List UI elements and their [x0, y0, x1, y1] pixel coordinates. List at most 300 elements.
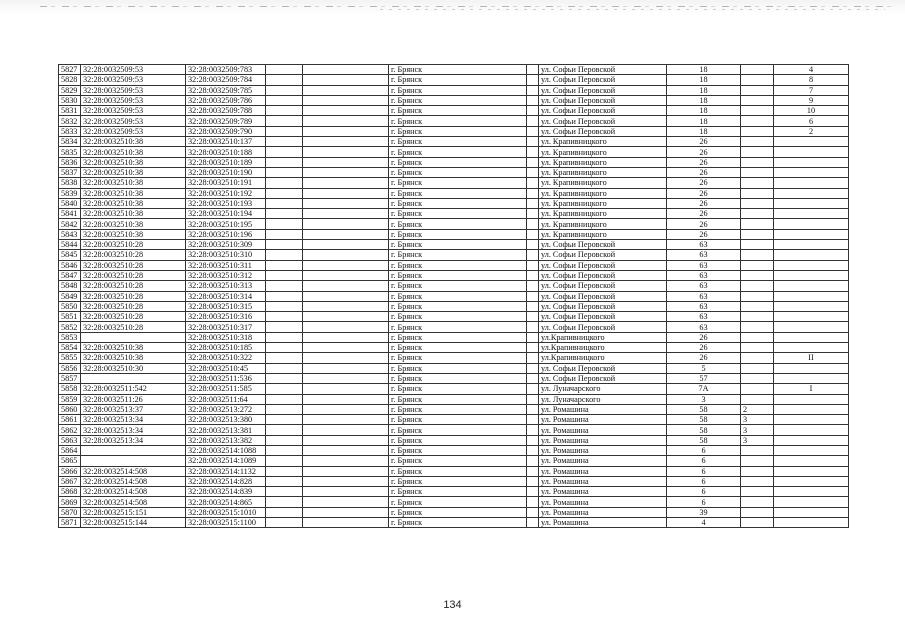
row-number-cell: 5867: [59, 476, 81, 486]
table-row: [59, 147, 849, 157]
extra-number-cell: [774, 198, 849, 208]
empty-cell: [266, 270, 303, 280]
cadastral-number-cell: 32:28:0032509:784: [186, 75, 266, 85]
cadastral-number-cell: 32:28:0032515:1100: [186, 518, 266, 528]
city-cell: г. Брянск: [389, 240, 527, 250]
empty-cell: [303, 404, 389, 414]
city-cell: г. Брянск: [389, 404, 527, 414]
extra-number-cell: [774, 250, 849, 260]
extra-number-cell: [774, 404, 849, 414]
row-number-cell: 5847: [59, 270, 81, 280]
flat-number-cell: [741, 466, 774, 476]
empty-cell: [266, 229, 303, 239]
flat-number-cell: [741, 75, 774, 85]
city-cell: г. Брянск: [389, 85, 527, 95]
row-number-cell: 5855: [59, 353, 81, 363]
extra-number-cell: [774, 147, 849, 157]
row-number-cell: 5870: [59, 507, 81, 517]
empty-cell: [303, 301, 389, 311]
row-number-cell: 5849: [59, 291, 81, 301]
street-cell: ул. Софьи Перовской: [539, 126, 667, 136]
extra-number-cell: [774, 260, 849, 270]
street-cell: ул. Софьи Перовской: [539, 95, 667, 105]
empty-cell: [527, 250, 539, 260]
row-number-cell: 5857: [59, 373, 81, 383]
parent-cadastral-cell: 32:28:0032514:508: [81, 476, 186, 486]
city-cell: г. Брянск: [389, 487, 527, 497]
street-cell: ул. Крапивницкого: [539, 188, 667, 198]
house-number-cell: 57: [667, 373, 741, 383]
empty-cell: [527, 466, 539, 476]
extra-number-cell: [774, 415, 849, 425]
cadastral-number-cell: 32:28:0032514:828: [186, 476, 266, 486]
parent-cadastral-cell: 32:28:0032510:38: [81, 229, 186, 239]
empty-cell: [527, 415, 539, 425]
flat-number-cell: [741, 95, 774, 105]
cadastral-number-cell: 32:28:0032509:790: [186, 126, 266, 136]
empty-cell: [527, 322, 539, 332]
flat-number-cell: [741, 456, 774, 466]
house-number-cell: 63: [667, 250, 741, 260]
extra-number-cell: [774, 291, 849, 301]
street-cell: ул. Ромашина: [539, 507, 667, 517]
empty-cell: [303, 373, 389, 383]
extra-number-cell: [774, 487, 849, 497]
empty-cell: [303, 188, 389, 198]
table-row: [59, 415, 849, 425]
city-cell: г. Брянск: [389, 394, 527, 404]
empty-cell: [266, 167, 303, 177]
flat-number-cell: [741, 126, 774, 136]
flat-number-cell: [741, 178, 774, 188]
empty-cell: [303, 167, 389, 177]
street-cell: ул. Софьи Перовской: [539, 373, 667, 383]
extra-number-cell: [774, 137, 849, 147]
empty-cell: [527, 435, 539, 445]
empty-cell: [303, 384, 389, 394]
flat-number-cell: 3: [741, 415, 774, 425]
empty-cell: [266, 65, 303, 75]
street-cell: ул. Луначарского: [539, 384, 667, 394]
row-number-cell: 5848: [59, 281, 81, 291]
empty-cell: [303, 322, 389, 332]
parent-cadastral-cell: 32:28:0032510:28: [81, 250, 186, 260]
parent-cadastral-cell: 32:28:0032510:28: [81, 240, 186, 250]
parent-cadastral-cell: 32:28:0032509:53: [81, 116, 186, 126]
flat-number-cell: [741, 518, 774, 528]
parent-cadastral-cell: 32:28:0032514:508: [81, 487, 186, 497]
house-number-cell: 18: [667, 116, 741, 126]
street-cell: ул. Ромашина: [539, 518, 667, 528]
table-row: [59, 507, 849, 517]
table-row: [59, 291, 849, 301]
flat-number-cell: [741, 137, 774, 147]
parent-cadastral-cell: 32:28:0032509:53: [81, 106, 186, 116]
cadastral-number-cell: 32:28:0032513:272: [186, 404, 266, 414]
extra-number-cell: 9: [774, 95, 849, 105]
cadastral-number-cell: 32:28:0032510:192: [186, 188, 266, 198]
parent-cadastral-cell: 32:28:0032510:28: [81, 270, 186, 280]
street-cell: ул. Софьи Перовской: [539, 250, 667, 260]
table-row: [59, 240, 849, 250]
table-row: [59, 466, 849, 476]
parent-cadastral-cell: 32:28:0032510:30: [81, 363, 186, 373]
cadastral-number-cell: 32:28:0032509:785: [186, 85, 266, 95]
table-row: [59, 106, 849, 116]
street-cell: ул. Ромашина: [539, 415, 667, 425]
house-number-cell: 63: [667, 270, 741, 280]
empty-cell: [266, 291, 303, 301]
extra-number-cell: [774, 394, 849, 404]
cadastral-number-cell: 32:28:0032509:789: [186, 116, 266, 126]
empty-cell: [266, 353, 303, 363]
city-cell: г. Брянск: [389, 126, 527, 136]
empty-cell: [527, 198, 539, 208]
empty-cell: [527, 394, 539, 404]
cadastral-number-cell: 32:28:0032510:322: [186, 353, 266, 363]
empty-cell: [527, 209, 539, 219]
parent-cadastral-cell: 32:28:0032513:37: [81, 404, 186, 414]
street-cell: ул. Крапивницкого: [539, 147, 667, 157]
street-cell: ул. Софьи Перовской: [539, 106, 667, 116]
row-number-cell: 5859: [59, 394, 81, 404]
table-row: [59, 270, 849, 280]
extra-number-cell: 4: [774, 65, 849, 75]
empty-cell: [303, 95, 389, 105]
row-number-cell: 5845: [59, 250, 81, 260]
parent-cadastral-cell: 32:28:0032510:38: [81, 157, 186, 167]
parent-cadastral-cell: [81, 332, 186, 342]
row-number-cell: 5830: [59, 95, 81, 105]
city-cell: г. Брянск: [389, 353, 527, 363]
empty-cell: [527, 363, 539, 373]
cadastral-number-cell: 32:28:0032514:865: [186, 497, 266, 507]
table-row: [59, 497, 849, 507]
parent-cadastral-cell: 32:28:0032510:38: [81, 219, 186, 229]
city-cell: г. Брянск: [389, 219, 527, 229]
empty-cell: [303, 116, 389, 126]
row-number-cell: 5832: [59, 116, 81, 126]
row-number-cell: 5829: [59, 85, 81, 95]
empty-cell: [266, 322, 303, 332]
table-row: [59, 487, 849, 497]
street-cell: ул. Крапивницкого: [539, 198, 667, 208]
table-row: [59, 343, 849, 353]
empty-cell: [527, 487, 539, 497]
parent-cadastral-cell: 32:28:0032510:28: [81, 291, 186, 301]
city-cell: г. Брянск: [389, 157, 527, 167]
empty-cell: [527, 497, 539, 507]
city-cell: г. Брянск: [389, 466, 527, 476]
empty-cell: [266, 518, 303, 528]
row-number-cell: 5863: [59, 435, 81, 445]
empty-cell: [266, 312, 303, 322]
empty-cell: [303, 291, 389, 301]
table-row: [59, 332, 849, 342]
empty-cell: [303, 75, 389, 85]
cadastral-number-cell: 32:28:0032513:380: [186, 415, 266, 425]
table-row: [59, 95, 849, 105]
house-number-cell: 26: [667, 147, 741, 157]
house-number-cell: 63: [667, 322, 741, 332]
flat-number-cell: 3: [741, 425, 774, 435]
table-row: [59, 394, 849, 404]
empty-cell: [303, 106, 389, 116]
flat-number-cell: [741, 322, 774, 332]
street-cell: ул. Софьи Перовской: [539, 65, 667, 75]
house-number-cell: 6: [667, 445, 741, 455]
cadastral-number-cell: 32:28:0032511:585: [186, 384, 266, 394]
page-number: 134: [443, 599, 462, 611]
empty-cell: [266, 75, 303, 85]
cadastral-number-cell: 32:28:0032510:311: [186, 260, 266, 270]
flat-number-cell: [741, 394, 774, 404]
house-number-cell: 26: [667, 188, 741, 198]
scan-noise-line: [40, 6, 895, 7]
table-row: [59, 384, 849, 394]
cadastral-number-cell: 32:28:0032513:382: [186, 435, 266, 445]
flat-number-cell: [741, 291, 774, 301]
table-row: [59, 476, 849, 486]
city-cell: г. Брянск: [389, 322, 527, 332]
row-number-cell: 5836: [59, 157, 81, 167]
row-number-cell: 5861: [59, 415, 81, 425]
row-number-cell: 5846: [59, 260, 81, 270]
street-cell: ул. Луначарского: [539, 394, 667, 404]
cadastral-number-cell: 32:28:0032510:188: [186, 147, 266, 157]
empty-cell: [266, 445, 303, 455]
table-row: [59, 363, 849, 373]
street-cell: ул. Ромашина: [539, 445, 667, 455]
empty-cell: [303, 332, 389, 342]
empty-cell: [303, 343, 389, 353]
street-cell: ул. Крапивницкого: [539, 209, 667, 219]
empty-cell: [303, 425, 389, 435]
row-number-cell: 5842: [59, 219, 81, 229]
extra-number-cell: [774, 476, 849, 486]
empty-cell: [303, 137, 389, 147]
empty-cell: [266, 343, 303, 353]
empty-cell: [266, 260, 303, 270]
empty-cell: [266, 219, 303, 229]
street-cell: ул. Ромашина: [539, 497, 667, 507]
empty-cell: [527, 445, 539, 455]
extra-number-cell: [774, 518, 849, 528]
cadastral-number-cell: 32:28:0032510:45: [186, 363, 266, 373]
empty-cell: [527, 75, 539, 85]
table-row: [59, 373, 849, 383]
extra-number-cell: 10: [774, 106, 849, 116]
empty-cell: [266, 425, 303, 435]
flat-number-cell: [741, 476, 774, 486]
house-number-cell: 26: [667, 332, 741, 342]
city-cell: г. Брянск: [389, 281, 527, 291]
flat-number-cell: [741, 373, 774, 383]
empty-cell: [303, 507, 389, 517]
extra-number-cell: [774, 219, 849, 229]
row-number-cell: 5853: [59, 332, 81, 342]
row-number-cell: 5854: [59, 343, 81, 353]
cadastral-number-cell: 32:28:0032509:788: [186, 106, 266, 116]
extra-number-cell: [774, 363, 849, 373]
cadastral-number-cell: 32:28:0032510:315: [186, 301, 266, 311]
empty-cell: [266, 487, 303, 497]
empty-cell: [303, 178, 389, 188]
city-cell: г. Брянск: [389, 415, 527, 425]
empty-cell: [266, 106, 303, 116]
empty-cell: [527, 312, 539, 322]
row-number-cell: 5835: [59, 147, 81, 157]
cadastral-number-cell: 32:28:0032509:783: [186, 65, 266, 75]
cadastral-number-cell: 32:28:0032511:536: [186, 373, 266, 383]
flat-number-cell: [741, 332, 774, 342]
flat-number-cell: [741, 281, 774, 291]
row-number-cell: 5871: [59, 518, 81, 528]
row-number-cell: 5851: [59, 312, 81, 322]
empty-cell: [303, 85, 389, 95]
table-row: [59, 425, 849, 435]
empty-cell: [303, 415, 389, 425]
house-number-cell: 26: [667, 353, 741, 363]
empty-cell: [527, 291, 539, 301]
flat-number-cell: [741, 147, 774, 157]
row-number-cell: 5840: [59, 198, 81, 208]
parent-cadastral-cell: 32:28:0032509:53: [81, 65, 186, 75]
house-number-cell: 18: [667, 106, 741, 116]
empty-cell: [266, 157, 303, 167]
empty-cell: [303, 240, 389, 250]
extra-number-cell: [774, 445, 849, 455]
empty-cell: [303, 281, 389, 291]
cadastral-number-cell: 32:28:0032514:1089: [186, 456, 266, 466]
table-row: [59, 445, 849, 455]
parent-cadastral-cell: 32:28:0032515:144: [81, 518, 186, 528]
street-cell: ул. Софьи Перовской: [539, 85, 667, 95]
empty-cell: [527, 301, 539, 311]
empty-cell: [527, 240, 539, 250]
empty-cell: [266, 137, 303, 147]
parent-cadastral-cell: 32:28:0032514:508: [81, 466, 186, 476]
house-number-cell: 63: [667, 312, 741, 322]
empty-cell: [266, 301, 303, 311]
cadastral-number-cell: 32:28:0032510:317: [186, 322, 266, 332]
house-number-cell: 58: [667, 404, 741, 414]
house-number-cell: 26: [667, 209, 741, 219]
cadastral-number-cell: 32:28:0032514:839: [186, 487, 266, 497]
flat-number-cell: [741, 487, 774, 497]
empty-cell: [527, 116, 539, 126]
parent-cadastral-cell: [81, 373, 186, 383]
empty-cell: [266, 435, 303, 445]
parent-cadastral-cell: 32:28:0032513:34: [81, 415, 186, 425]
table-row: [59, 178, 849, 188]
house-number-cell: 58: [667, 425, 741, 435]
cadastral-number-cell: 32:28:0032510:189: [186, 157, 266, 167]
cadastral-number-cell: 32:28:0032510:185: [186, 343, 266, 353]
extra-number-cell: [774, 178, 849, 188]
street-cell: ул. Ромашина: [539, 435, 667, 445]
city-cell: г. Брянск: [389, 178, 527, 188]
extra-number-cell: 6: [774, 116, 849, 126]
table-row: [59, 75, 849, 85]
row-number-cell: 5839: [59, 188, 81, 198]
extra-number-cell: [774, 435, 849, 445]
city-cell: г. Брянск: [389, 188, 527, 198]
row-number-cell: 5866: [59, 466, 81, 476]
row-number-cell: 5834: [59, 137, 81, 147]
empty-cell: [527, 106, 539, 116]
house-number-cell: 39: [667, 507, 741, 517]
street-cell: ул. Ромашина: [539, 456, 667, 466]
street-cell: ул. Крапивницкого: [539, 157, 667, 167]
parent-cadastral-cell: 32:28:0032510:38: [81, 167, 186, 177]
house-number-cell: 26: [667, 167, 741, 177]
street-cell: ул. Крапивницкого: [539, 229, 667, 239]
scan-top-edge: [0, 0, 905, 14]
house-number-cell: 18: [667, 126, 741, 136]
parent-cadastral-cell: 32:28:0032509:53: [81, 85, 186, 95]
empty-cell: [303, 229, 389, 239]
house-number-cell: 58: [667, 435, 741, 445]
empty-cell: [266, 456, 303, 466]
empty-cell: [266, 476, 303, 486]
row-number-cell: 5841: [59, 209, 81, 219]
house-number-cell: 26: [667, 219, 741, 229]
table-row: [59, 518, 849, 528]
city-cell: г. Брянск: [389, 343, 527, 353]
row-number-cell: 5833: [59, 126, 81, 136]
parent-cadastral-cell: 32:28:0032510:28: [81, 301, 186, 311]
cadastral-number-cell: 32:28:0032510:195: [186, 219, 266, 229]
row-number-cell: 5852: [59, 322, 81, 332]
empty-cell: [266, 188, 303, 198]
cadastral-number-cell: 32:28:0032510:314: [186, 291, 266, 301]
empty-cell: [303, 209, 389, 219]
city-cell: г. Брянск: [389, 312, 527, 322]
extra-number-cell: [774, 497, 849, 507]
row-number-cell: 5844: [59, 240, 81, 250]
city-cell: г. Брянск: [389, 116, 527, 126]
empty-cell: [266, 240, 303, 250]
empty-cell: [303, 435, 389, 445]
cadastral-number-cell: 32:28:0032510:313: [186, 281, 266, 291]
empty-cell: [266, 497, 303, 507]
extra-number-cell: [774, 425, 849, 435]
empty-cell: [303, 353, 389, 363]
cadastral-number-cell: 32:28:0032513:381: [186, 425, 266, 435]
cadastral-number-cell: 32:28:0032510:137: [186, 137, 266, 147]
city-cell: г. Брянск: [389, 301, 527, 311]
parent-cadastral-cell: 32:28:0032513:34: [81, 425, 186, 435]
cadastral-number-cell: 32:28:0032510:193: [186, 198, 266, 208]
house-number-cell: 5: [667, 363, 741, 373]
flat-number-cell: [741, 270, 774, 280]
empty-cell: [303, 250, 389, 260]
extra-number-cell: I: [774, 384, 849, 394]
flat-number-cell: [741, 301, 774, 311]
empty-cell: [266, 147, 303, 157]
city-cell: г. Брянск: [389, 507, 527, 517]
empty-cell: [527, 260, 539, 270]
city-cell: г. Брянск: [389, 445, 527, 455]
empty-cell: [266, 116, 303, 126]
cadastral-number-cell: 32:28:0032509:786: [186, 95, 266, 105]
city-cell: г. Брянск: [389, 518, 527, 528]
parent-cadastral-cell: [81, 456, 186, 466]
row-number-cell: 5868: [59, 487, 81, 497]
empty-cell: [266, 415, 303, 425]
house-number-cell: 63: [667, 240, 741, 250]
